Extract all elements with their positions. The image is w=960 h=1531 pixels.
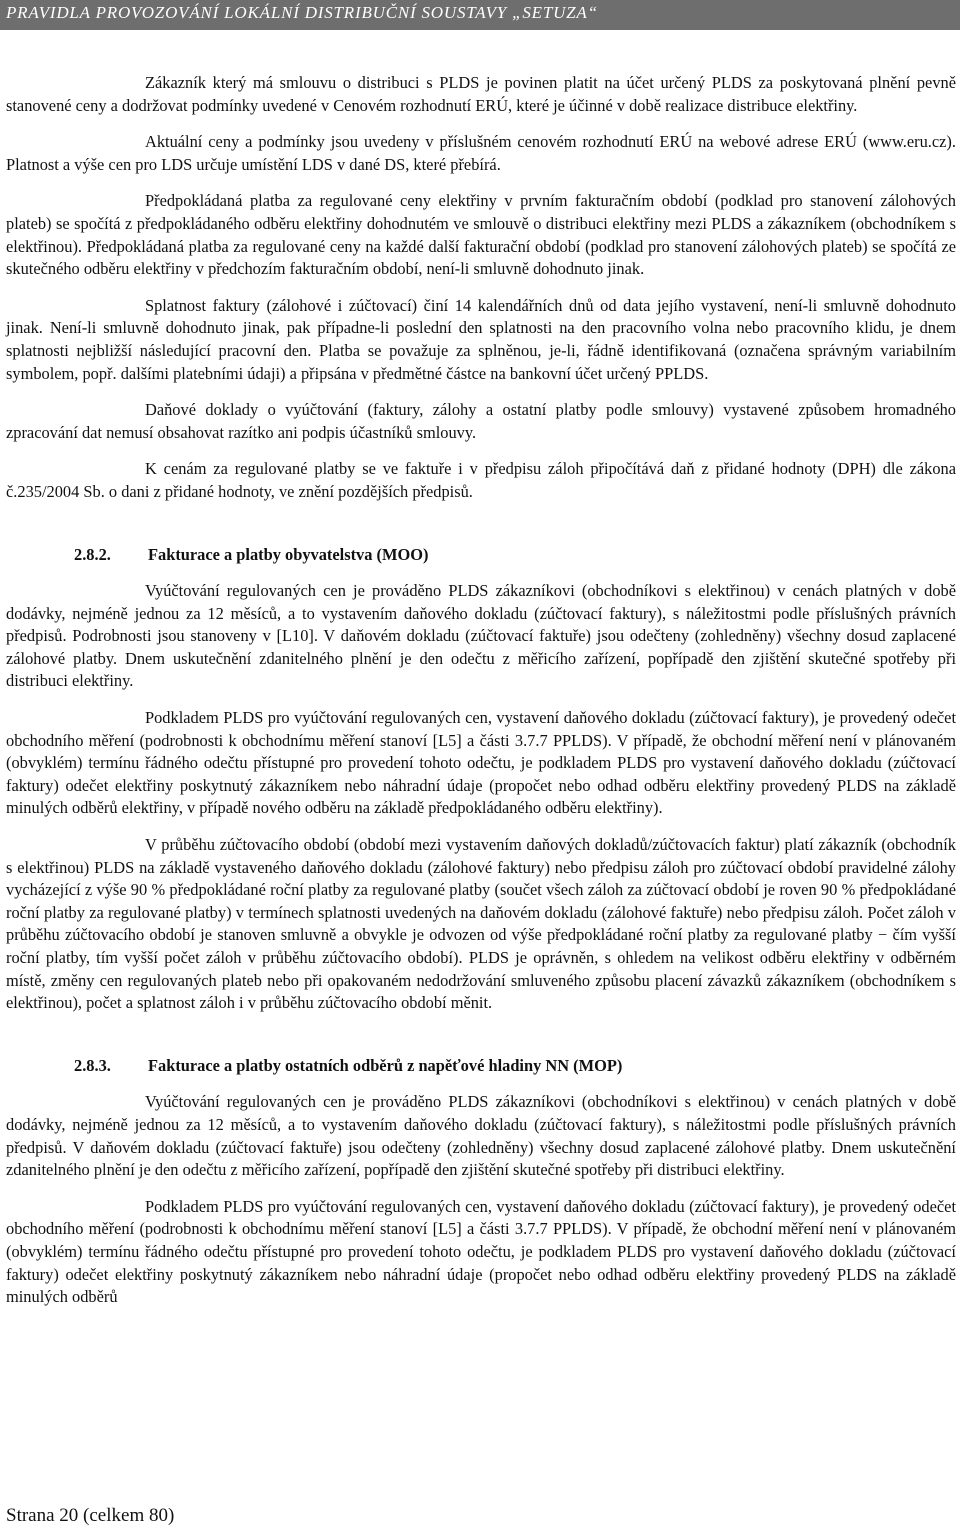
page-number-footer: Strana 20 (celkem 80) — [6, 1505, 175, 1526]
paragraph: Aktuální ceny a podmínky jsou uvedeny v příslušném cenovém rozhodnutí ERÚ na webové adrese ERÚ (www.eru.cz). Platnost a výše cen pro LDS určuje umístění LDS v dané DS, které přebírá. — [6, 132, 956, 174]
section-number: 2.8.3. — [74, 1055, 111, 1075]
paragraph: Předpokládaná platba za regulované ceny elektřiny v prvním fakturačním období (podklad pro stanovení zálohových plateb) se spočítá z předpokládaného odběru elektřiny dohodnutém ve smlouvě o distribuci elektřiny mezi PLDS a zákazníkem (obchodníkem s elektřinou). Předpokládaná platba za regulované ceny na každé další fakturační období (podklad pro stanovení zálohových plateb) se spočítá ze skutečného odběru elektřiny v předchozím fakturačním období, není-li smluvně dohodnuto jinak. — [6, 191, 956, 279]
paragraph: Zákazník který má smlouvu o distribuci s PLDS je povinen platit na účet určený PLDS za poskytovaná plnění pevně stanovené ceny a dodržovat podmínky uvedené v Cenovém rozhodnutí ERÚ, které je účinné v době realizace distribuce elektřiny. — [6, 73, 956, 115]
page-header-title: PRAVIDLA PROVOZOVÁNÍ LOKÁLNÍ DISTRIBUČNÍ SOUSTAVY „SETUZA“ — [6, 3, 598, 22]
paragraph: Podkladem PLDS pro vyúčtování regulovaných cen, vystavení daňového dokladu (zúčtovací faktury), je provedený odečet obchodního měření (podrobnosti k obchodnímu měření stanoví [L5] a části 3.7.7 PPLDS). V případě, že obchodní měření není v plánovaném (obvyklém) termínu řádného odečtu přístupné pro provedení tohoto odečtu, je podkladem PLDS pro vystavení daňového dokladu (zúčtovací faktury) odečet elektřiny poskytnutý zákazníkem nebo náhradní údaje (propočet nebo odhad odběru elektřiny provedený PLDS na základě minulých odběrů — [6, 1196, 956, 1307]
paragraph: Splatnost faktury (zálohové i zúčtovací) činí 14 kalendářních dnů od data jejího vystavení, není-li smluvně dohodnuto jinak. Není-li smluvně dohodnuto jinak, pak případne-li poslední den splatnosti na den pracovního volna nebo pracovního klidu, je dnem splatnosti nejbližší následující pracovní den. Platba se považuje za splněnou, je-li, řádně identifikovaná (označena správným variabilním symbolem, popř. dalšími platebními údaji) a připsána v předmětné částce na bankovní účet určený PPLDS. — [6, 295, 956, 383]
section-title: Fakturace a platby ostatních odběrů z napěťové hladiny NN (MOP) — [148, 1055, 623, 1075]
section-heading-2-8-2 — [6, 544, 956, 567]
page-header-band — [0, 0, 960, 30]
paragraph: K cenám za regulované platby se ve faktuře i v předpisu záloh připočítává daň z přidané hodnoty (DPH) dle zákona č.235/2004 Sb. o dani z přidané hodnoty, ve znění pozdějších předpisů. — [6, 459, 956, 501]
paragraph: Daňové doklady o vyúčtování (faktury, zálohy a ostatní platby podle smlouvy) vystavené způsobem hromadného zpracování dat nemusí obsahovat razítko ani podpis účastníků smlouvy. — [6, 400, 956, 442]
section-title: Fakturace a platby obyvatelstva (MOO) — [148, 544, 429, 564]
document-body — [6, 72, 956, 1323]
paragraph: Vyúčtování regulovaných cen je prováděno PLDS zákazníkovi (obchodníkovi s elektřinou) v cenách platných v době dodávky, nejméně jednou za 12 měsíců, a to vystavením daňového dokladu (zúčtovací faktury), s náležitostmi podle příslušných právních předpisů. V daňovém dokladu (zúčtovací faktuře) jsou odečteny (zohledněny) všechny dosud zaplacené zálohové platby. Dnem uskutečnění zdanitelného plnění je den odečtu z měřicího zařízení, popřípadě den zjištění skutečné spotřeby při distribuci elektřiny. — [6, 1092, 956, 1180]
paragraph: V průběhu zúčtovacího období (období mezi vystavením daňových dokladů/zúčtovacích faktur) platí zákazník (obchodník s elektřinou) PLDS na základě vystaveného daňového dokladu (zálohové faktury) nebo předpisu záloh pro zúčtovací období pravidelné zálohy vycházející z výše 90 % předpokládané roční platby za regulované platby (součet všech záloh za zúčtovací období je roven 90 % předpokládané roční platby za regulované platby) v termínech splatnosti uvedených na daňovém dokladu (zálohové faktuře) nebo předpisu záloh. Počet záloh v průběhu zúčtovacího období je stanoven smluvně a obvykle je odvozen od výše předpokládané roční platby za regulované platby − čím vyšší roční platby, tím vyšší počet záloh v průběhu zúčtovacího období). PLDS je oprávněn, s ohledem na velikost odběru elektřiny v odběrném místě, změny cen regulovaných plateb nebo při opakovaném nedodržování smluveného způsobu placení závazků zákazníkem (obchodníkem s elektřinou), počet a splatnost záloh i v průběhu zúčtovacího období měnit. — [6, 835, 956, 1013]
paragraph: Podkladem PLDS pro vyúčtování regulovaných cen, vystavení daňového dokladu (zúčtovací faktury), je provedený odečet obchodního měření (podrobnosti k obchodnímu měření stanoví [L5] a části 3.7.7 PPLDS). V případě, že obchodní měření není v plánovaném (obvyklém) termínu řádného odečtu přístupné pro provedení tohoto odečtu, je podkladem PLDS pro vystavení daňového dokladu (zúčtovací faktury) odečet elektřiny poskytnutý zákazníkem nebo náhradní údaje (propočet nebo odhad odběru elektřiny provedený PLDS na základě minulých odběrů elektřiny, v případě nového odběru na základě předpokládaného odběru elektřiny). — [6, 708, 956, 818]
section-heading-2-8-3 — [6, 1055, 956, 1078]
section-number: 2.8.2. — [74, 544, 111, 564]
paragraph: Vyúčtování regulovaných cen je prováděno PLDS zákazníkovi (obchodníkovi s elektřinou) v cenách platných v době dodávky, nejméně jednou za 12 měsíců, a to vystavením daňového dokladu (zúčtovací faktury), s náležitostmi podle příslušných právních předpisů. Podrobnosti jsou stanoveny v [L10]. V daňovém dokladu (zúčtovací faktuře) jsou odečteny (zohledněny) všechny dosud zaplacené zálohové platby. Dnem uskutečnění zdanitelného plnění je den odečtu z měřicího zařízení, popřípadě den zjištění skutečné spotřeby při distribuci elektřiny. — [6, 581, 956, 691]
